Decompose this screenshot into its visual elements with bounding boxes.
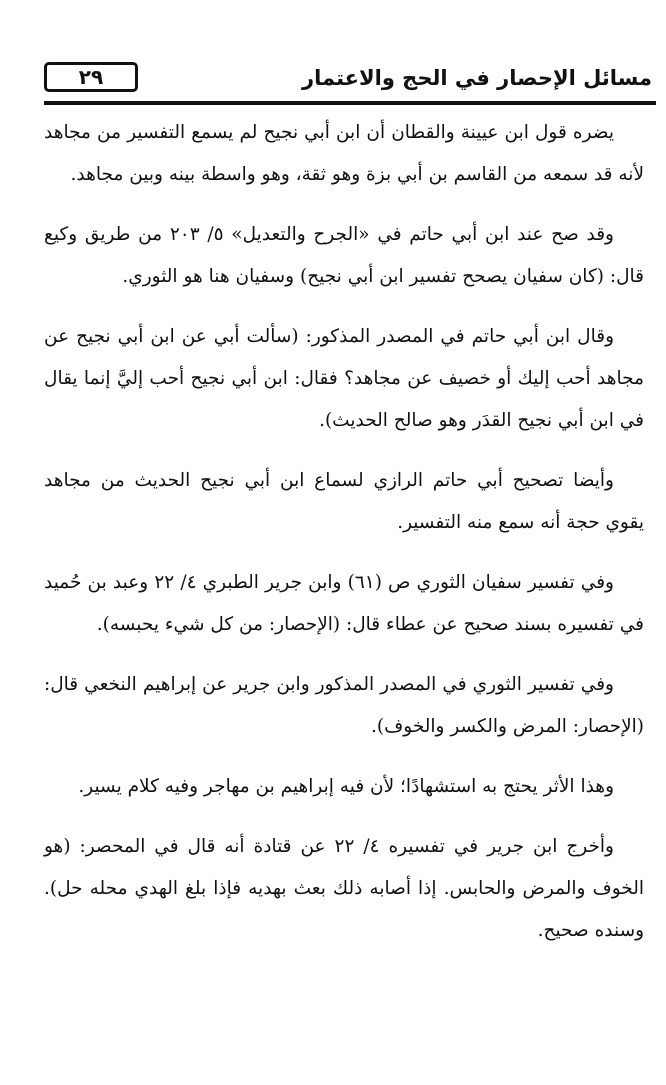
paragraph: وهذا الأثر يحتج به استشهادًا؛ لأن فيه إبراهيم بن مهاجر وفيه كلام يسير. (78, 776, 614, 797)
paragraph: وأخرج ابن جرير في تفسيره ٤/ ٢٢ عن قتادة أنه قال في المحصر: (هو الخوف والمرض والحابس. إذا أصابه ذلك بعث بهديه فإذا بلغ الهدي محله حل). وسنده صحيح. (44, 836, 644, 941)
header-divider (44, 101, 656, 105)
running-title: مسائل الإحصار في الحج والاعتمار (302, 66, 652, 90)
paragraph: وأيضا تصحيح أبي حاتم الرازي لسماع ابن أبي نجيح الحديث من مجاهد يقوي حجة أنه سمع منه التفسير. (44, 470, 644, 533)
paragraph: وفي تفسير سفيان الثوري ص (٦١) وابن جرير الطبري ٤/ ٢٢ وعبد بن حُميد في تفسيره بسند صحيح عن عطاء قال: (الإحصار: من كل شيء يحبسه). (44, 572, 644, 635)
page-number: ٢٩ (78, 65, 104, 89)
paragraph: وقال ابن أبي حاتم في المصدر المذكور: (سألت أبي عن ابن أبي نجيح عن مجاهد أحب إليك أو خصيف عن مجاهد؟ فقال: ابن أبي نجيح أحب إليَّ إنما يقال في ابن أبي نجيح القدَر وهو صالح الحديث). (44, 326, 644, 431)
page-number-box (44, 62, 138, 92)
body-text (44, 112, 644, 952)
paragraph: وفي تفسير الثوري في المصدر المذكور وابن جرير عن إبراهيم النخعي قال: (الإحصار: المرض والكسر والخوف). (44, 674, 644, 737)
paragraph: يضره قول ابن عيينة والقطان أن ابن أبي نجيح لم يسمع التفسير من مجاهد لأنه قد سمعه من القاسم بن أبي بزة وهو ثقة، وهو واسطة بينه وبين مجاهد. (44, 122, 644, 185)
page-header (44, 62, 652, 102)
paragraph: وقد صح عند ابن أبي حاتم في «الجرح والتعديل» ٥/ ٢٠٣ من طريق وكيع قال: (كان سفيان يصحح تفسير ابن أبي نجيح) وسفيان هنا هو الثوري. (44, 224, 644, 287)
